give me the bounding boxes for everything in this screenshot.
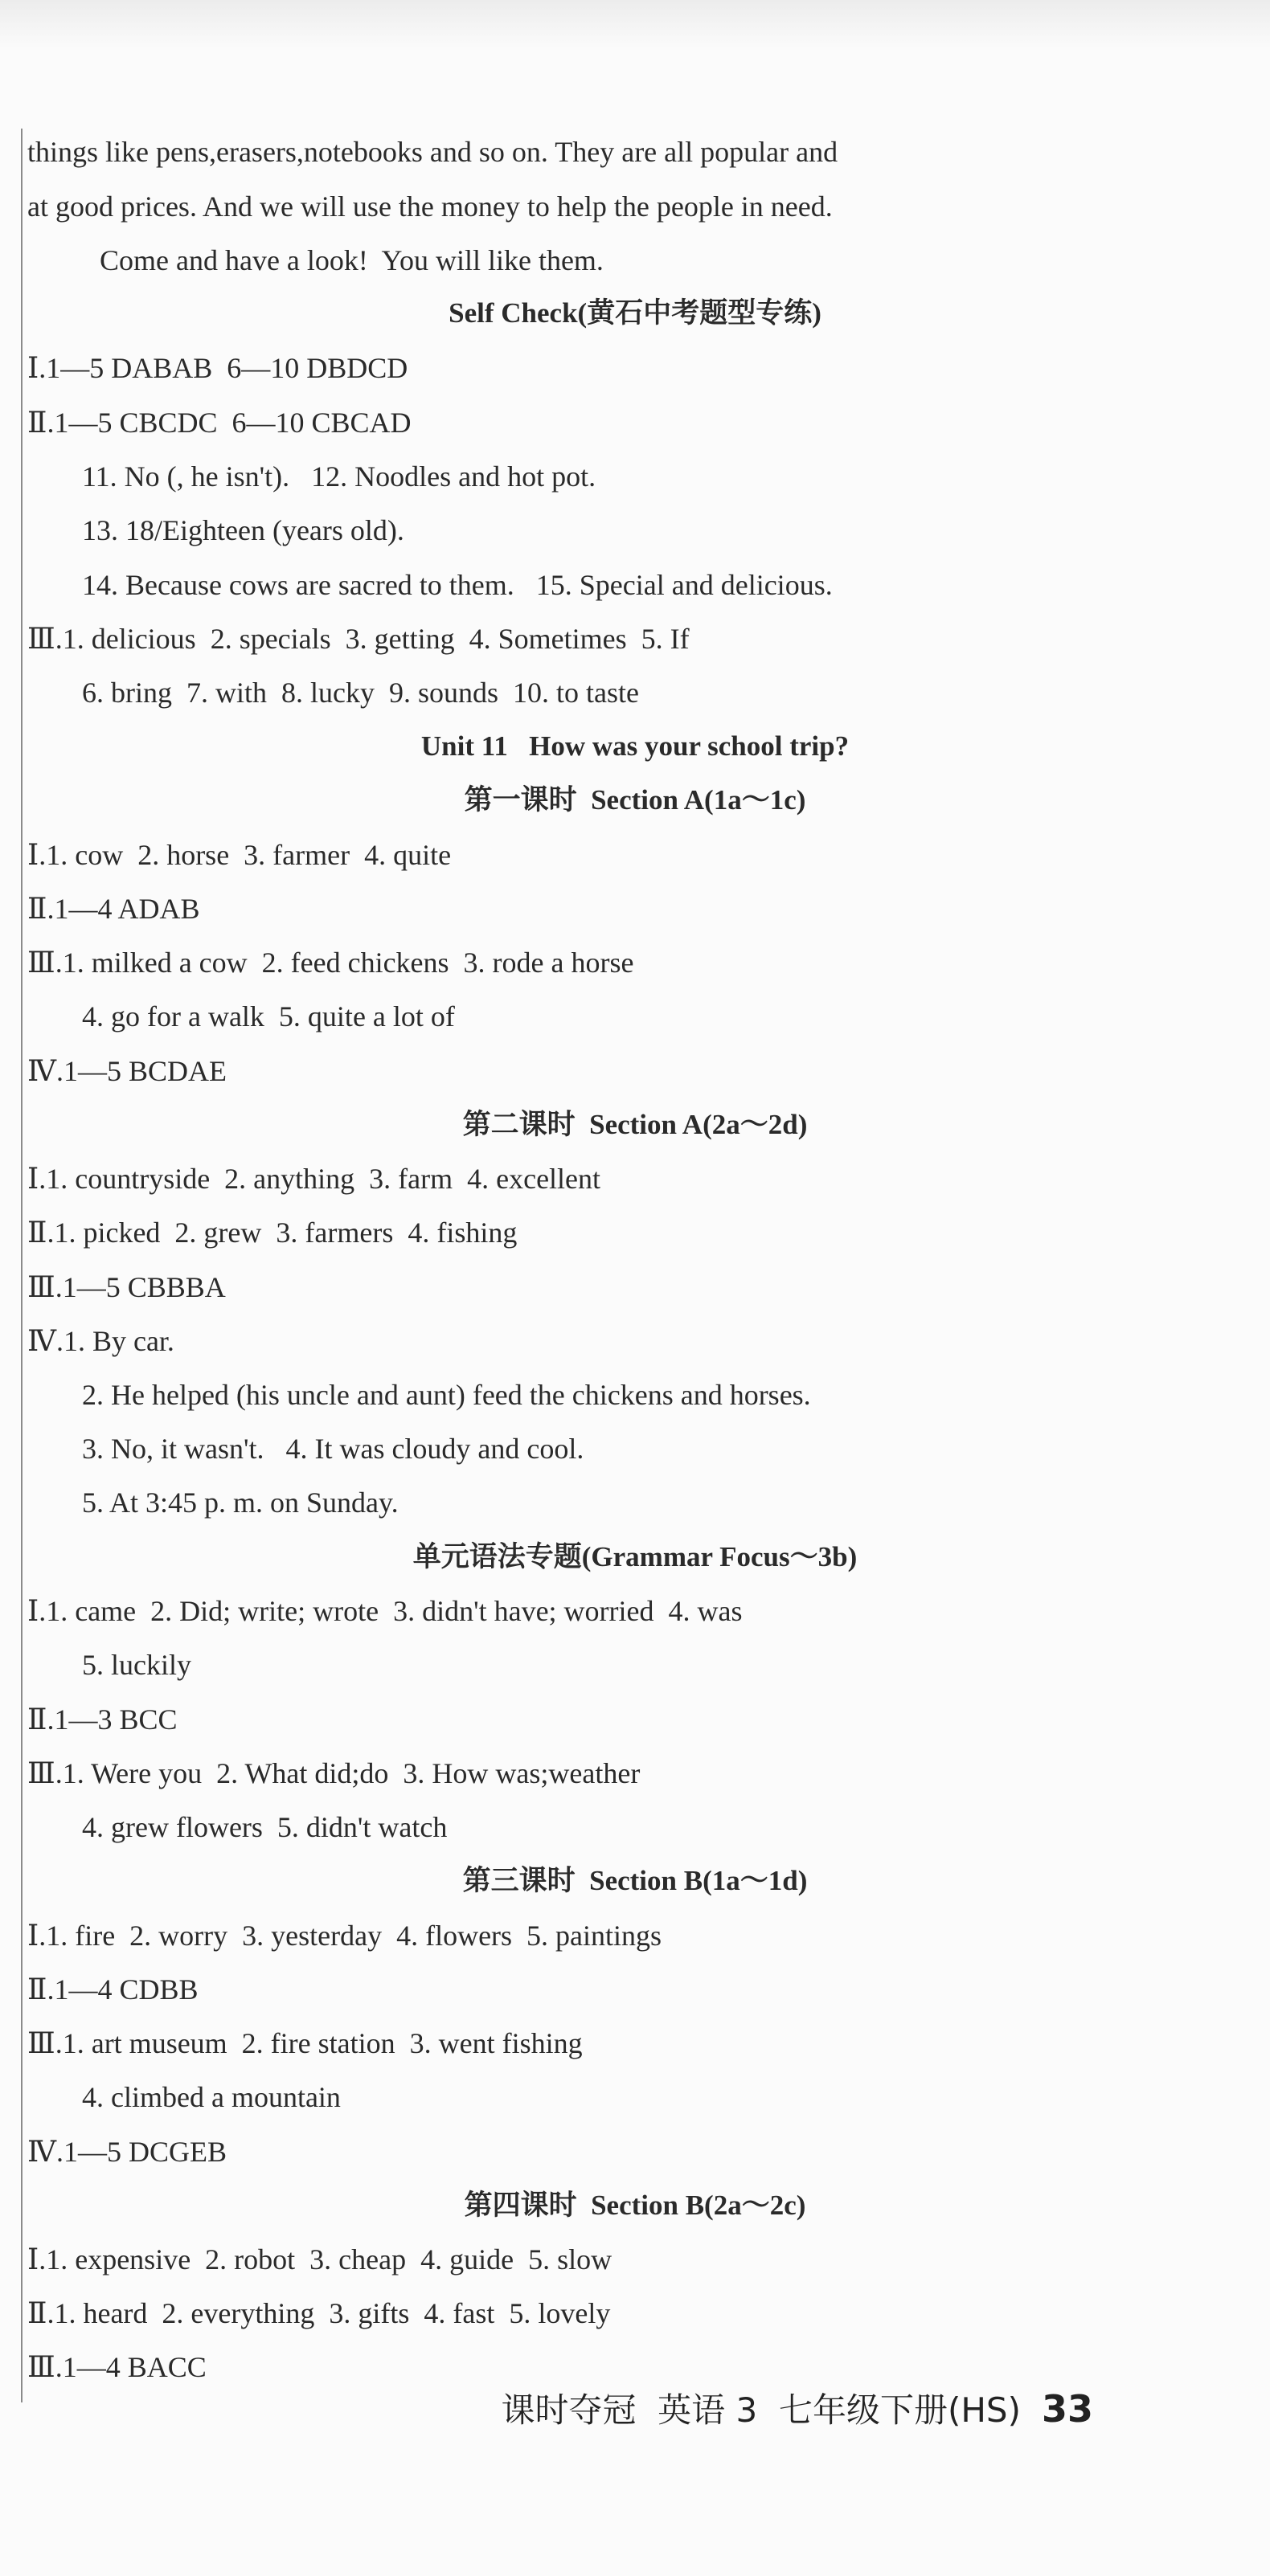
answer-line: Ⅲ.1—4 BACC	[27, 2351, 207, 2383]
section-heading: 第一课时 Section A(1a～1c)	[464, 784, 806, 816]
answer-line: Ⅱ.1—4 CDBB	[27, 1973, 199, 2006]
answer-line: Ⅰ.1. expensive 2. robot 3. cheap 4. guide 5. slow	[27, 2243, 612, 2275]
page-top-shade	[0, 0, 1270, 48]
page-footer	[501, 2385, 1093, 2433]
answer-line: Ⅳ.1—5 BCDAE	[27, 1055, 227, 1087]
answer-line: Ⅰ.1. fire 2. worry 3. yesterday 4. flowers 5. paintings	[27, 1920, 662, 1952]
answer-line: Ⅰ.1. countryside 2. anything 3. farm 4. excellent	[27, 1163, 601, 1195]
answer-line: 5. luckily	[82, 1649, 191, 1681]
answer-line: 3. No, it wasn't. 4. It was cloudy and cool.	[82, 1433, 584, 1465]
answer-line: Ⅲ.1. Were you 2. What did;do 3. How was;weather	[27, 1757, 641, 1789]
answer-line: 5. At 3:45 p. m. on Sunday.	[82, 1486, 399, 1519]
answer-line: Ⅲ.1. milked a cow 2. feed chickens 3. rode a horse	[27, 947, 634, 979]
answer-line: 4. go for a walk 5. quite a lot of	[82, 1000, 455, 1032]
answer-line: Ⅳ.1—5 DCGEB	[27, 2136, 227, 2168]
answer-line: Ⅰ.1—5 DABAB 6—10 DBDCD	[27, 352, 408, 384]
page-number: 33	[1041, 2387, 1093, 2431]
section-heading: 第二课时 Section A(2a～2d)	[462, 1109, 808, 1140]
answer-line: Ⅱ.1—4 ADAB	[27, 893, 200, 925]
answer-line: Ⅱ.1. heard 2. everything 3. gifts 4. fast 5. lovely	[27, 2297, 611, 2329]
answer-line: 4. grew flowers 5. didn't watch	[82, 1811, 448, 1843]
answer-line: at good prices. And we will use the money to help the people in need.	[27, 190, 833, 223]
answer-line: 4. climbed a mountain	[82, 2081, 341, 2113]
answer-line: 11. No (, he isn't). 12. Noodles and hot pot.	[82, 460, 596, 493]
answer-line: Ⅲ.1—5 CBBBA	[27, 1271, 226, 1303]
answer-line: Ⅰ.1. came 2. Did; write; wrote 3. didn't have; worried 4. was	[27, 1595, 743, 1627]
answer-line: Ⅲ.1. delicious 2. specials 3. getting 4. Sometimes 5. If	[27, 623, 690, 655]
section-heading: 第四课时 Section B(2a～2c)	[464, 2190, 806, 2221]
section-heading: Self Check(黄石中考题型专练)	[449, 297, 821, 329]
footer-book-title: 课时夺冠 英语 3 七年级下册(HS)	[501, 2390, 1021, 2430]
answer-line: Ⅳ.1. By car.	[27, 1325, 174, 1357]
margin-rule	[21, 129, 23, 2402]
answer-line: Ⅲ.1. art museum 2. fire station 3. went fishing	[27, 2027, 583, 2059]
answer-line: Come and have a look! You will like them.	[100, 244, 604, 276]
section-heading: Unit 11 How was your school trip?	[420, 730, 850, 762]
answer-line: things like pens,erasers,notebooks and so on. They are all popular and	[27, 136, 838, 168]
section-heading: 单元语法专题(Grammar Focus～3b)	[412, 1541, 858, 1572]
answer-line: 6. bring 7. with 8. lucky 9. sounds 10. to taste	[82, 677, 639, 709]
answer-line: Ⅱ.1—5 CBCDC 6—10 CBCAD	[27, 407, 412, 439]
answer-line: 13. 18/Eighteen (years old).	[82, 514, 404, 546]
answer-line: 14. Because cows are sacred to them. 15. Special and delicious.	[82, 569, 833, 601]
answer-line: Ⅰ.1. cow 2. horse 3. farmer 4. quite	[27, 839, 452, 871]
answer-line: 2. He helped (his uncle and aunt) feed the chickens and horses.	[82, 1379, 811, 1411]
answer-line: Ⅱ.1—3 BCC	[27, 1703, 178, 1736]
answer-line: Ⅱ.1. picked 2. grew 3. farmers 4. fishing	[27, 1216, 518, 1249]
section-heading: 第三课时 Section B(1a～1d)	[462, 1865, 808, 1896]
